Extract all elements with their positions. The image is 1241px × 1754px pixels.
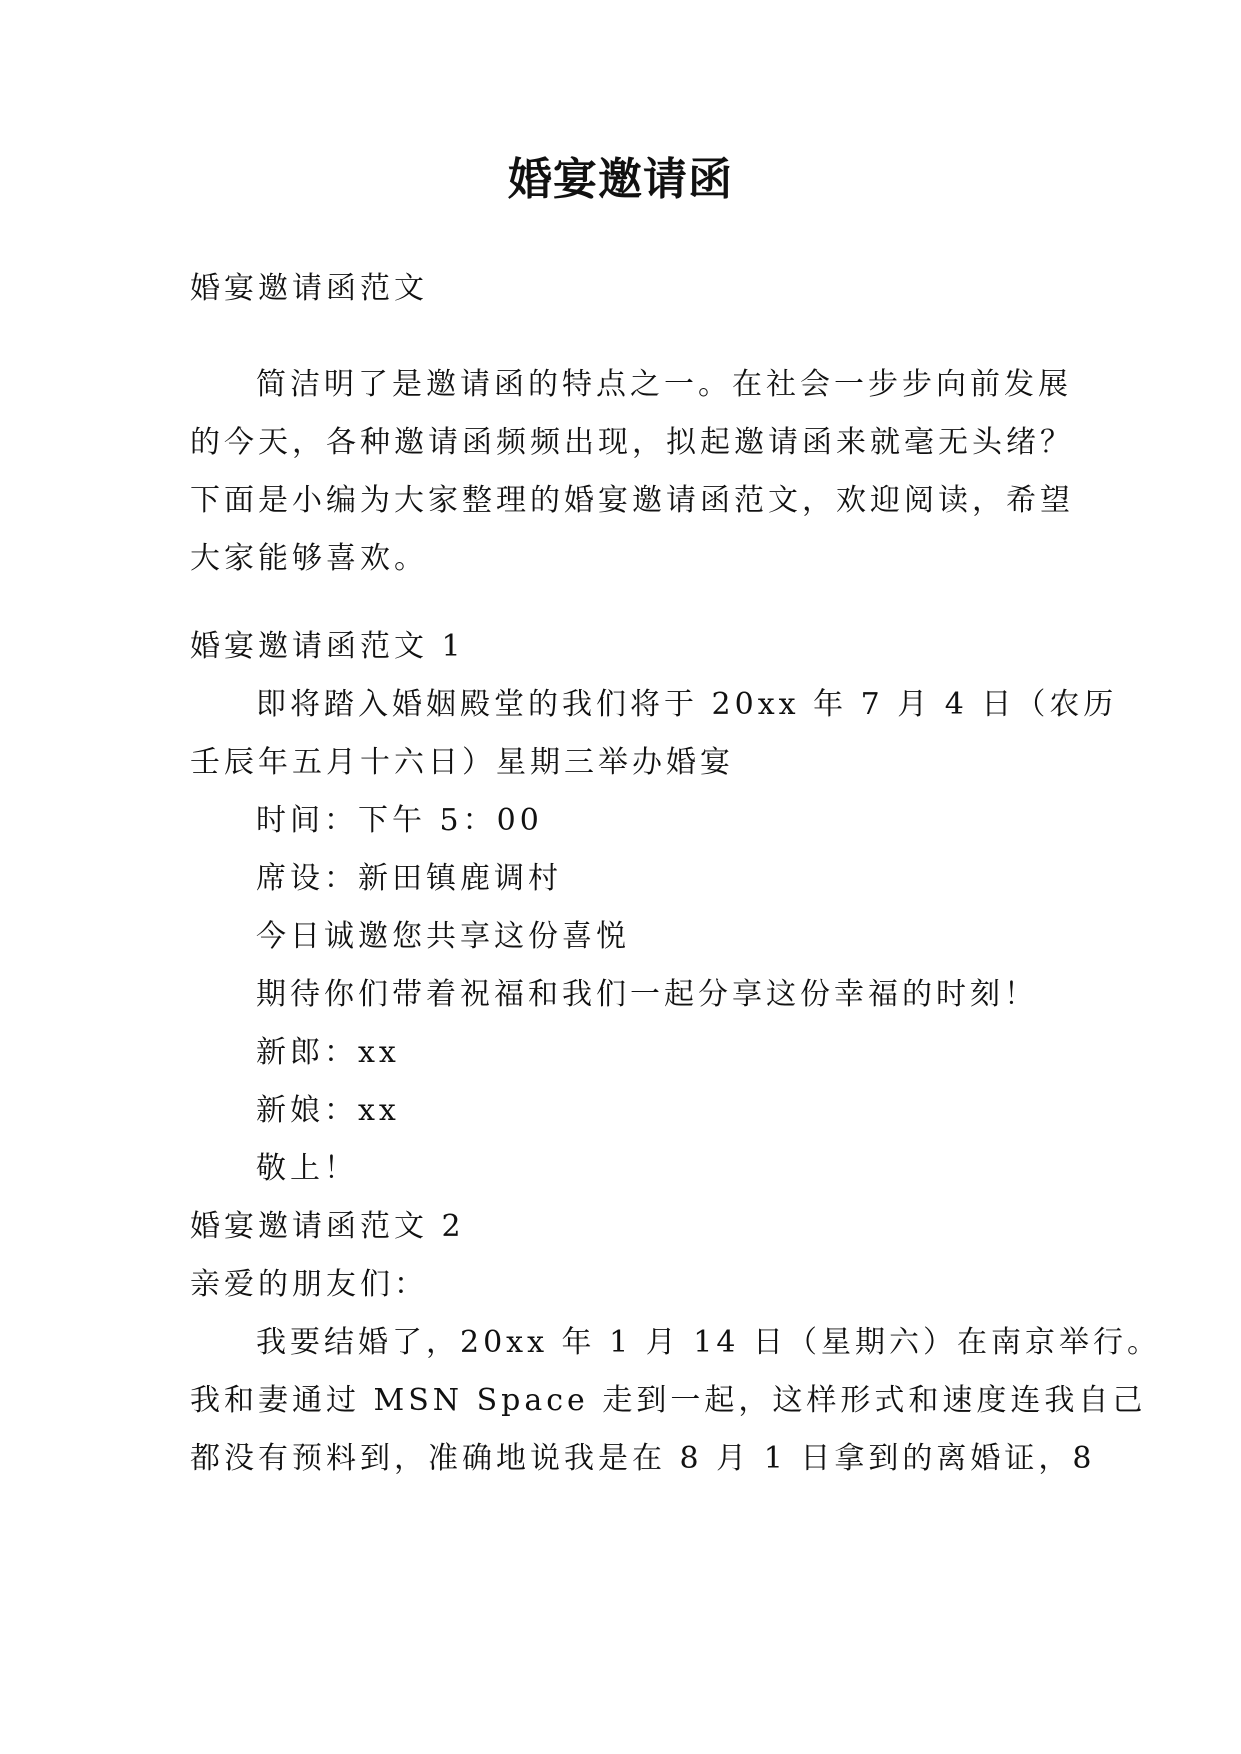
sample1-section	[190, 618, 1118, 1198]
intro-line: 的今天，各种邀请函频频出现，拟起邀请函来就毫无头绪？	[190, 425, 1074, 460]
subtitle: 婚宴邀请函范文	[190, 271, 428, 306]
sample2-line: 都没有预料到，准确地说我是在 8 月 1 日拿到的离婚证，8	[190, 1441, 1096, 1476]
sample1-line: 今日诚邀您共享这份喜悦	[256, 919, 630, 954]
intro-line: 简洁明了是邀请函的特点之一。在社会一步步向前发展	[256, 367, 1072, 402]
sample1-line: 即将踏入婚姻殿堂的我们将于 20xx 年 7 月 4 日（农历	[256, 687, 1118, 722]
sample1-line: 壬辰年五月十六日）星期三举办婚宴	[190, 745, 734, 780]
sample1-line: 期待你们带着祝福和我们一起分享这份幸福的时刻！	[256, 977, 1038, 1012]
sample1-bride: 新娘：xx	[256, 1093, 400, 1128]
intro-line: 下面是小编为大家整理的婚宴邀请函范文，欢迎阅读，希望	[190, 483, 1074, 518]
sample2-line: 我要结婚了，20xx 年 1 月 14 日（星期六）在南京举行。	[256, 1325, 1161, 1360]
intro-paragraph	[190, 356, 1074, 588]
sample1-venue: 席设：新田镇鹿调村	[256, 861, 562, 896]
sample1-groom: 新郎：xx	[256, 1035, 400, 1070]
subtitle-block	[190, 260, 1070, 318]
sample2-section	[190, 1198, 1161, 1488]
intro-line: 大家能够喜欢。	[190, 541, 428, 576]
sample2-line: 我和妻通过 MSN Space 走到一起，这样形式和速度连我自己	[190, 1383, 1147, 1418]
sample2-heading: 婚宴邀请函范文 2	[190, 1209, 465, 1244]
sample1-time: 时间：下午 5：00	[256, 803, 543, 838]
sample1-heading: 婚宴邀请函范文 1	[190, 629, 465, 664]
sample1-closing: 敬上！	[256, 1151, 358, 1186]
document-title: 婚宴邀请函	[508, 154, 733, 205]
sample2-greeting: 亲爱的朋友们：	[190, 1267, 428, 1302]
